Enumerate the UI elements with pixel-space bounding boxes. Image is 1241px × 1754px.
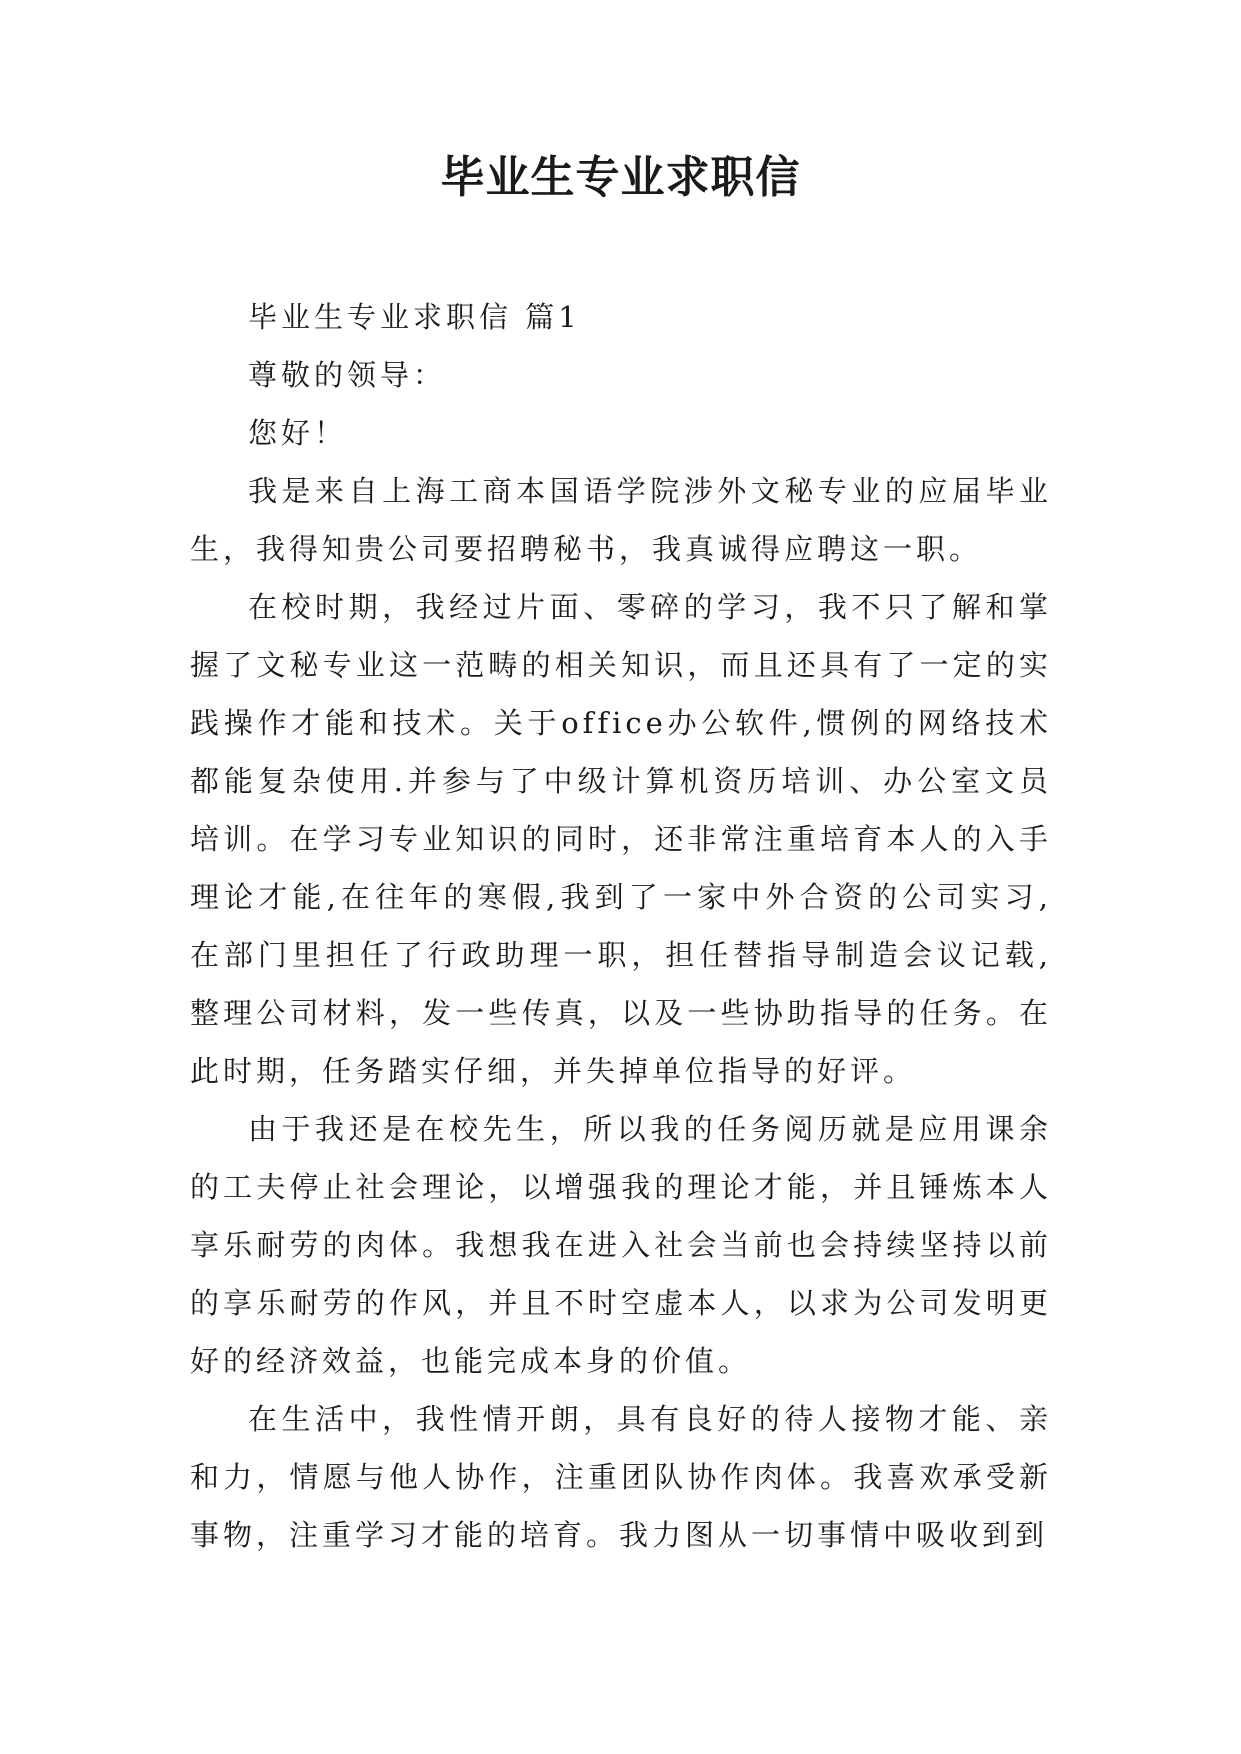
section-heading: 毕业生专业求职信 篇1 xyxy=(248,300,581,334)
document-title: 毕业生专业求职信 xyxy=(440,152,801,203)
body-paragraph: 在生活中，我性情开朗，具有良好的待人接物才能、亲和力，情愿与他人协作，注重团队协作肉体。我喜欢承受新事物，注重学习才能的培育。我力图从一切事情中吸收到到 xyxy=(190,1402,1052,1552)
body-paragraph: 我是来自上海工商本国语学院涉外文秘专业的应届毕业生，我得知贵公司要招聘秘书，我真诚得应聘这一职。 xyxy=(190,474,1052,566)
body-paragraph: 由于我还是在校先生，所以我的任务阅历就是应用课余的工夫停止社会理论，以增强我的理论才能，并且锤炼本人享乐耐劳的肉体。我想我在进入社会当前也会持续坚持以前的享乐耐劳的作风，并且不时空虚本人，以求为公司发明更好的经济效益，也能完成本身的价值。 xyxy=(190,1112,1052,1378)
greeting: 您好！ xyxy=(248,416,348,450)
salutation: 尊敬的领导： xyxy=(248,358,447,392)
body-paragraph: 在校时期，我经过片面、零碎的学习，我不只了解和掌握了文秘专业这一范畴的相关知识，而且还具有了一定的实践操作才能和技术。关于office办公软件,惯例的网络技术都能复杂使用.并参与了中级计算机资历培训、办公室文员培训。在学习专业知识的同时，还非常注重培育本人的入手理论才能,在往年的寒假,我到了一家中外合资的公司实习,在部门里担任了行政助理一职，担任替指导制造会议记载,整理公司材料，发一些传真，以及一些协助指导的任务。在此时期，任务踏实仔细，并失掉单位指导的好评。 xyxy=(190,590,1052,1088)
document-body xyxy=(190,288,1052,1564)
